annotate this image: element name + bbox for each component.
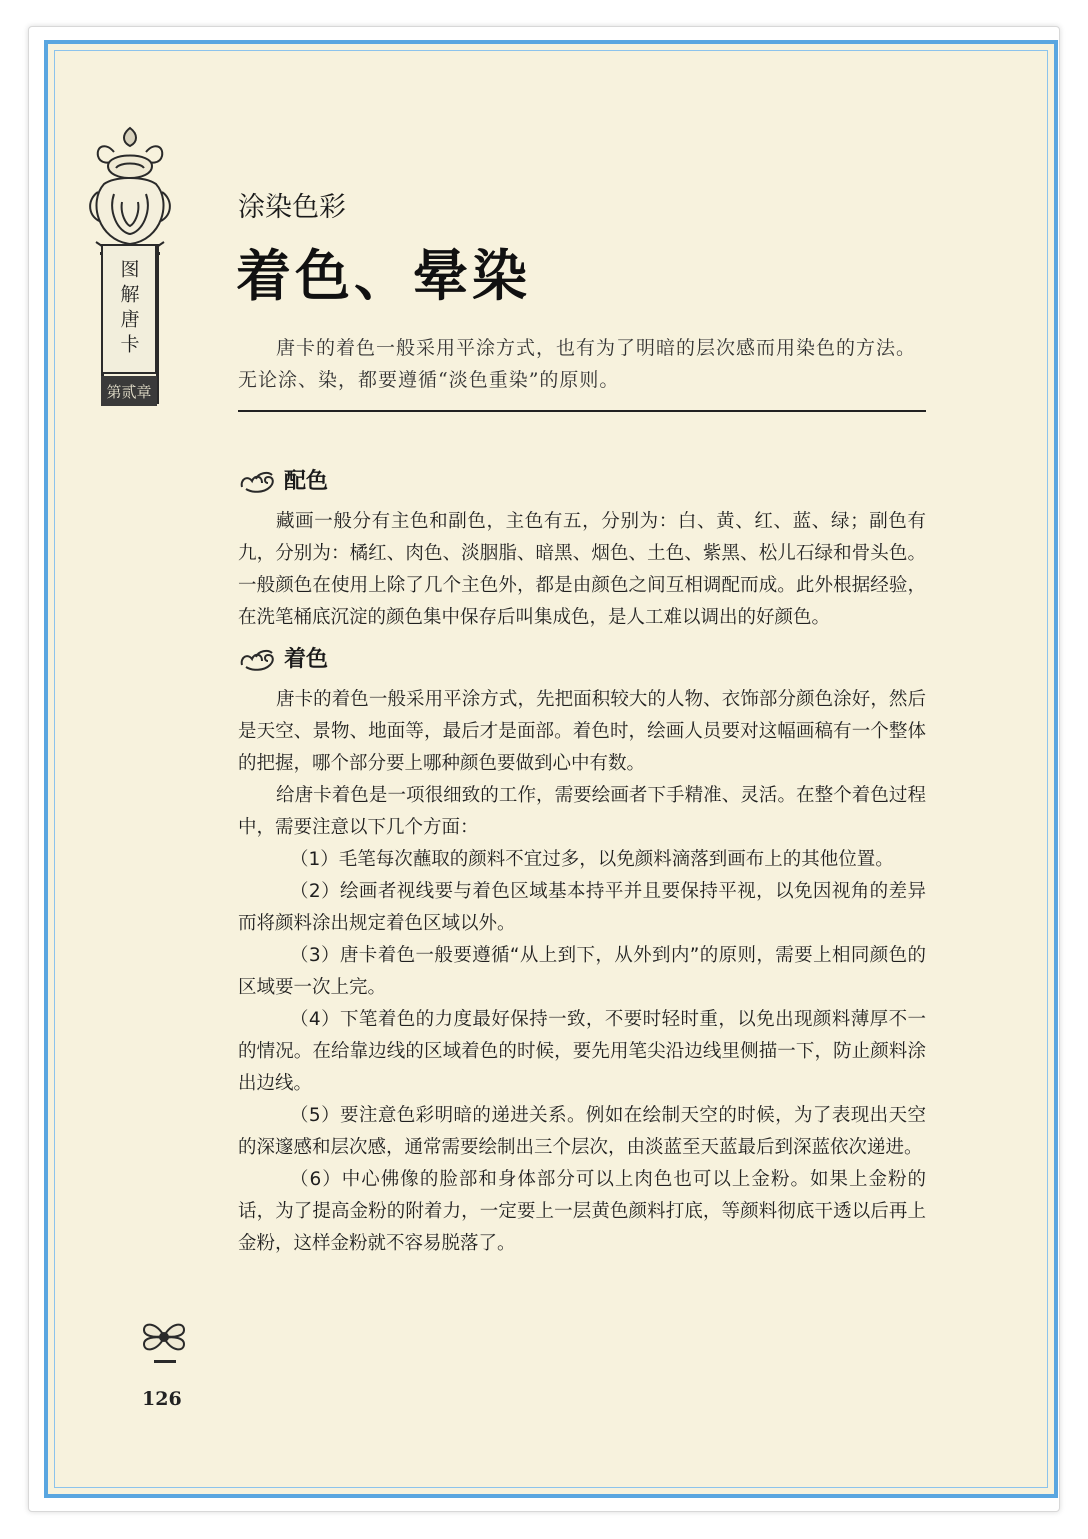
section-heading-zhuose xyxy=(238,640,926,680)
body-paragraph: 给唐卡着色是一项很细致的工作，需要绘画者下手精准、灵活。在整个着色过程中，需要注意以下几个方面： xyxy=(238,785,926,838)
section-heading-text: 配色 xyxy=(284,469,329,494)
page-number: 126 xyxy=(142,1388,182,1410)
cloud-scroll-icon xyxy=(238,647,278,673)
cloud-scroll-icon xyxy=(238,469,278,495)
body-paragraph: 唐卡的着色一般采用平涂方式，先把面积较大的人物、衣饰部分颜色涂好，然后是天空、景物、地面等，最后才是面部。着色时，绘画人员要对这幅画稿有一个整体的把握，哪个部分要上哪种颜色要做到心中有数。 xyxy=(238,689,926,774)
list-item: （5）要注意色彩明暗的递进关系。例如在绘制天空的时候，为了表现出天空的深邃感和层次感，通常需要绘制出三个层次，由淡蓝至天蓝最后到深蓝依次递进。 xyxy=(238,1105,926,1158)
list-item: （4）下笔着色的力度最好保持一致，不要时轻时重，以免出现颜料薄厚不一的情况。在给靠边线的区域着色的时候，要先用笔尖沿边线里侧描一下，防止颜料涂出边线。 xyxy=(238,1009,926,1094)
side-series-label-text: 图解唐卡 xyxy=(117,259,140,359)
intro-paragraph: 唐卡的着色一般采用平涂方式，也有为了明暗的层次感而用染色的方法。无论涂、染，都要遵循“淡色重染”的原则。 xyxy=(238,337,917,391)
divider-rule xyxy=(238,410,926,412)
list-item: （6）中心佛像的脸部和身体部分可以上肉色也可以上金粉。如果上金粉的话，为了提高金粉的附着力，一定要上一层黄色颜料打底，等颜料彻底干透以后再上金粉，这样金粉就不容易脱落了。 xyxy=(238,1169,926,1254)
list-item: （2）绘画者视线要与着色区域基本持平并且要保持平视，以免因视角的差异而将颜料涂出规定着色区域以外。 xyxy=(238,881,926,934)
four-petal-flower-icon xyxy=(134,1312,194,1368)
chapter-badge: 第贰章 xyxy=(101,376,157,406)
section-heading-text: 着色 xyxy=(284,647,329,672)
page-title: 着色、晕染 xyxy=(236,244,532,308)
list-item: （3）唐卡着色一般要遵循“从上到下，从外到内”的原则，需要上相同颜色的区域要一次上完。 xyxy=(238,945,926,998)
section-label: 涂染色彩 xyxy=(238,192,346,223)
body-content xyxy=(238,462,926,1260)
list-item: （1）毛笔每次蘸取的颜料不宜过多，以免颜料滴落到画布上的其他位置。 xyxy=(290,849,894,870)
section-heading-peise xyxy=(238,462,926,502)
side-series-label xyxy=(101,244,157,374)
body-paragraph: 藏画一般分有主色和副色，主色有五，分别为：白、黄、红、蓝、绿；副色有九，分别为：橘红、肉色、淡胭脂、暗黑、烟色、土色、紫黑、松儿石绿和骨头色。一般颜色在使用上除了几个主色外，都是由颜色之间互相调配而成。此外根据经验，在洗笔桶底沉淀的颜色集中保存后叫集成色，是人工难以调出的好颜色。 xyxy=(238,511,926,628)
